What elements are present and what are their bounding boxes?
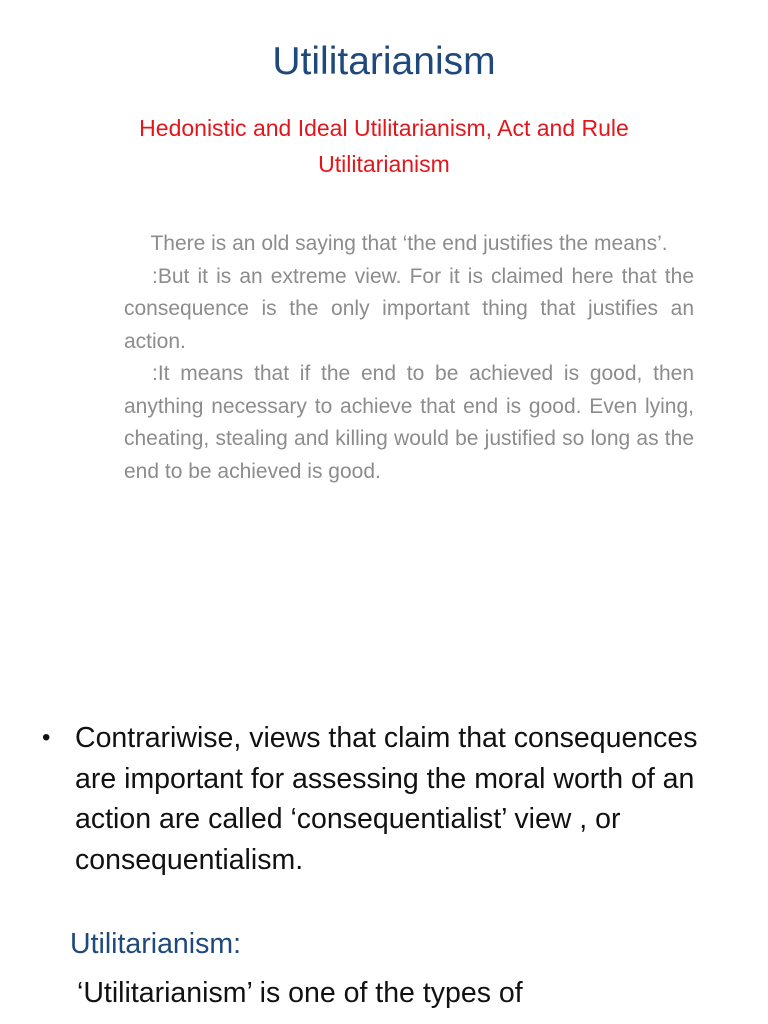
bullet-text: Contrariwise, views that claim that consequences are important for assessing the moral worth of an action are called ‘consequentialist’ view , or consequentialism. (75, 722, 698, 876)
quote-paragraph-2: :It means that if the end to be achieved is good, then anything necessary to achieve that end is good. Even lying, cheating, stealing and killing would be justified so long as the end to be achieved is good. (124, 362, 694, 483)
subtitle: Hedonistic and Ideal Utilitarianism, Act and Rule Utilitarianism (139, 115, 629, 177)
quote-saying: There is an old saying that ‘the end justifies the means’. (150, 232, 668, 255)
quote-block (124, 228, 694, 488)
body-text: ‘Utilitarianism’ is one of the types of (77, 977, 523, 1009)
page-title: Utilitarianism (272, 40, 496, 83)
bullet-item (42, 718, 722, 880)
bullet-marker-icon: • (42, 724, 51, 751)
section-heading: Utilitarianism: (70, 928, 242, 960)
quote-paragraph-1: :But it is an extreme view. For it is claimed here that the consequence is the only important thing that justifies an action. (124, 264, 694, 353)
